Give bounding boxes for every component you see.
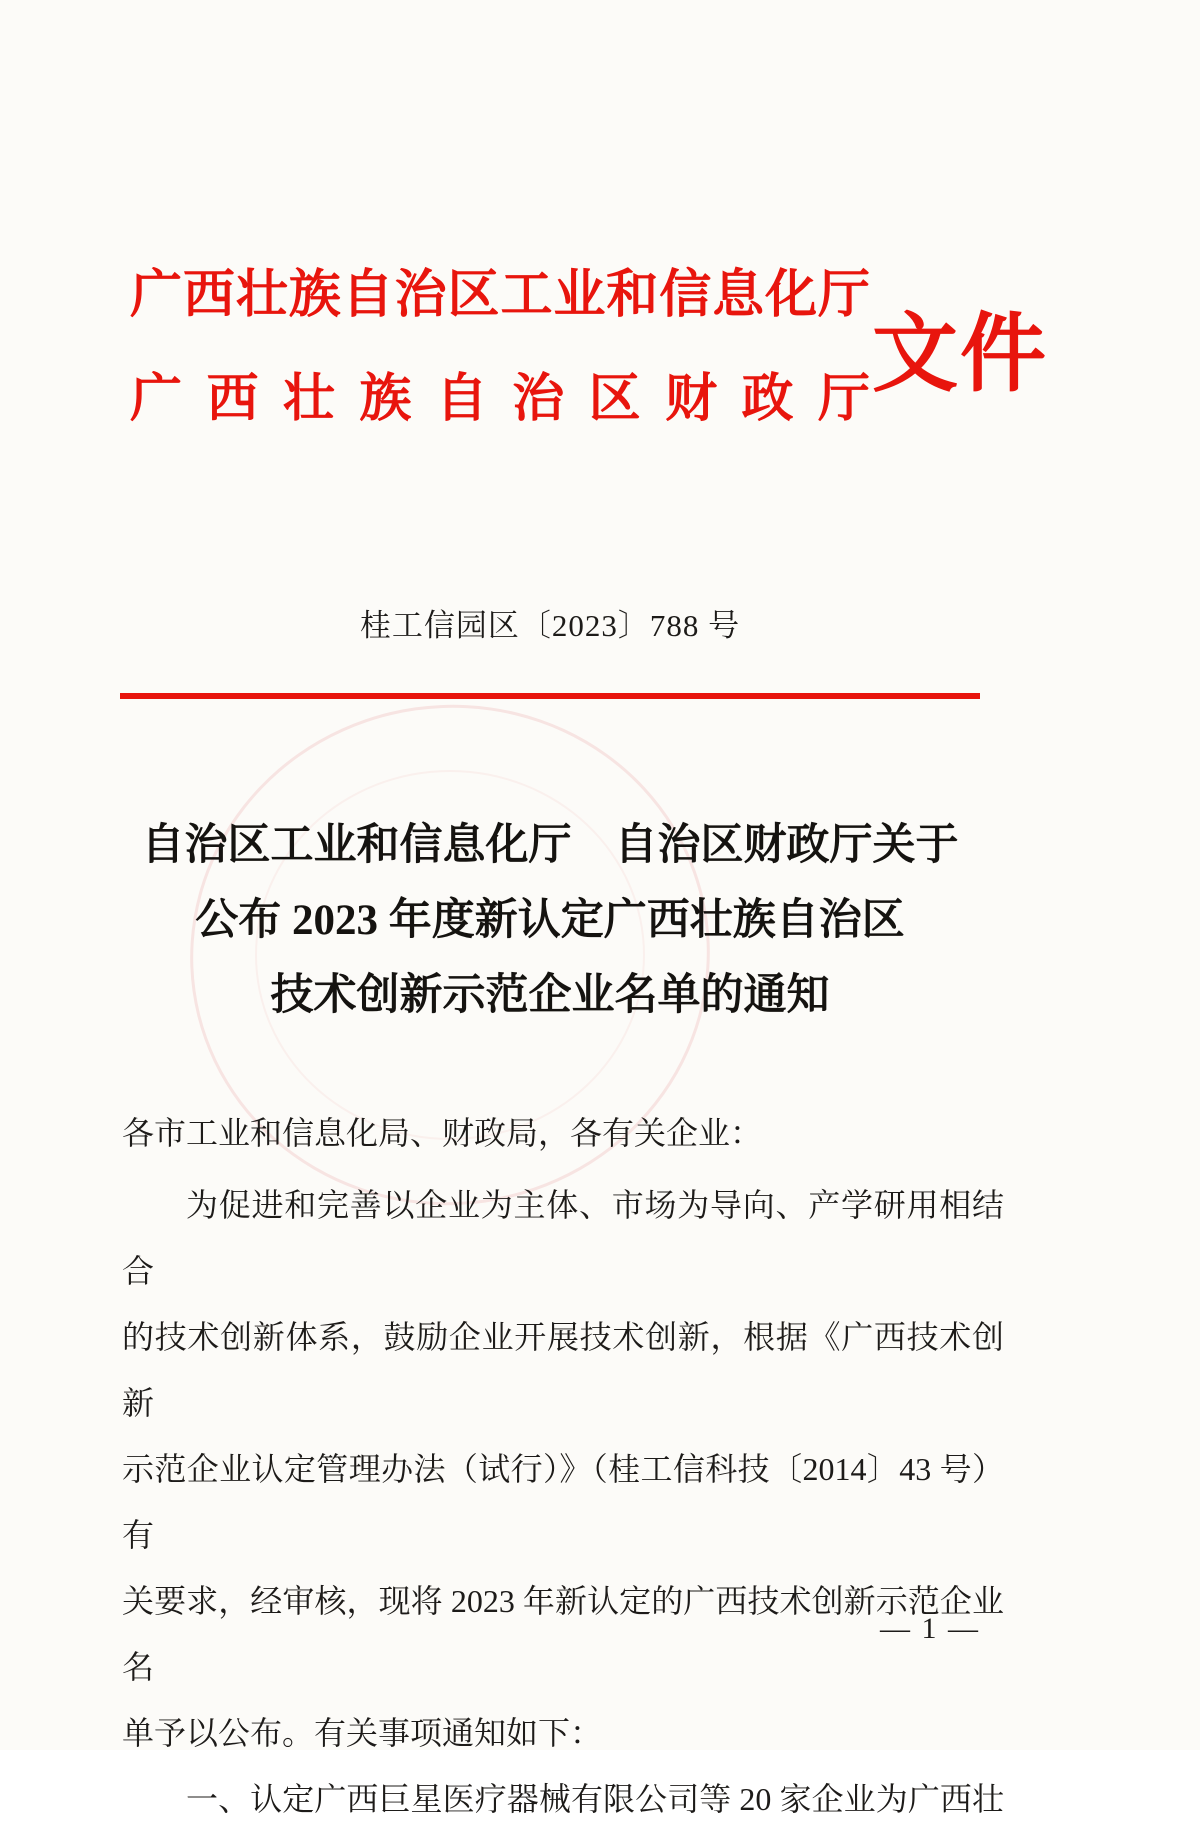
paragraph1-line4: 关要求，经审核，现将 2023 年新认定的广西技术创新示范企业名 [122,1583,1004,1685]
notice-title-line1: 自治区工业和信息化厅 自治区财政厅关于 [141,822,959,869]
letterhead [130,258,870,438]
notice-body [122,1100,1004,1832]
page-number: — 1 — [880,1612,980,1645]
org-name-industry-information: 广西壮族自治区工业和信息化厅 [130,267,870,324]
paragraph1-line5: 单予以公布。有关事项通知如下： [122,1715,603,1751]
red-divider-line [120,693,980,699]
salutation-line: 各市工业和信息化局、财政局，各有关企业： [122,1115,763,1151]
document-reference-number: 桂工信园区〔2023〕788 号 [359,608,741,643]
notice-title [120,808,980,1033]
notice-title-line2: 公布 2023 年度新认定广西壮族自治区 [195,897,905,944]
document-word-label: 文件 [872,306,1048,402]
notice-title-line3: 技术创新示范企业名单的通知 [270,972,830,1019]
org-name-finance: 广西壮族自治区财政厅 [130,371,870,428]
paragraph1-line1: 为促进和完善以企业为主体、市场为导向、产学研用相结合 [122,1187,1004,1289]
paragraph1-line2: 的技术创新体系，鼓励企业开展技术创新，根据《广西技术创新 [122,1319,1004,1421]
paragraph1-line3: 示范企业认定管理办法（试行）》（桂工信科技〔2014〕43 号）有 [122,1451,1004,1553]
paragraph2-line1: 一、认定广西巨星医疗器械有限公司等 20 家企业为广西壮 [186,1781,1004,1817]
